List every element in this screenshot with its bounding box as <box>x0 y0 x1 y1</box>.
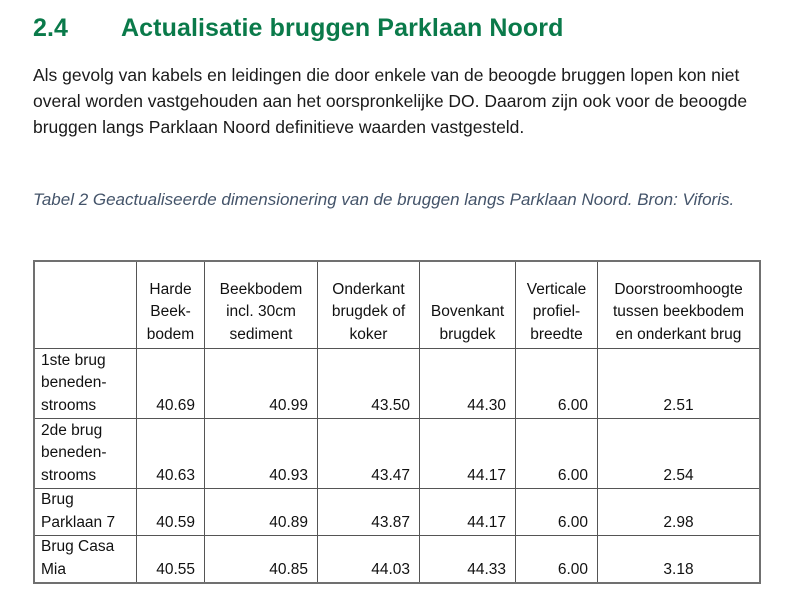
cell-harde-beekbodem: 40.59 <box>137 489 205 536</box>
header-bovenkant-brugdek: Bovenkant brugdek <box>420 261 516 349</box>
row-label: Brug Parklaan 7 <box>34 489 137 536</box>
table-row <box>34 536 760 584</box>
cell-beekbodem-sediment: 40.89 <box>205 489 318 536</box>
header-onderkant-brugdek: Onderkant brugdek of koker <box>318 261 420 349</box>
table-caption: Tabel 2 Geactualiseerde dimensionering van de bruggen langs Parklaan Noord. Bron: Viforis. <box>33 190 735 209</box>
row-label: 1ste brug beneden- strooms <box>34 349 137 419</box>
cell-onderkant-brugdek: 43.87 <box>318 489 420 536</box>
cell-doorstroomhoogte: 2.51 <box>598 349 761 419</box>
cell-doorstroomhoogte: 3.18 <box>598 536 761 584</box>
header-verticale-profielbreedte: Verticale profiel- breedte <box>516 261 598 349</box>
header-beekbodem-sediment: Beekbodem incl. 30cm sediment <box>205 261 318 349</box>
cell-bovenkant-brugdek: 44.17 <box>420 419 516 489</box>
cell-beekbodem-sediment: 40.99 <box>205 349 318 419</box>
row-label: 2de brug beneden- strooms <box>34 419 137 489</box>
section-heading <box>33 14 564 43</box>
cell-profielbreedte: 6.00 <box>516 536 598 584</box>
table-row <box>34 349 760 419</box>
cell-onderkant-brugdek: 44.03 <box>318 536 420 584</box>
cell-beekbodem-sediment: 40.85 <box>205 536 318 584</box>
cell-harde-beekbodem: 40.69 <box>137 349 205 419</box>
table-row <box>34 489 760 536</box>
cell-bovenkant-brugdek: 44.17 <box>420 489 516 536</box>
cell-harde-beekbodem: 40.55 <box>137 536 205 584</box>
cell-onderkant-brugdek: 43.50 <box>318 349 420 419</box>
table-header-row <box>34 261 760 349</box>
section-number: 2.4 <box>33 14 69 42</box>
cell-bovenkant-brugdek: 44.30 <box>420 349 516 419</box>
cell-beekbodem-sediment: 40.93 <box>205 419 318 489</box>
cell-bovenkant-brugdek: 44.33 <box>420 536 516 584</box>
table-row <box>34 419 760 489</box>
header-doorstroomhoogte: Doorstroomhoogte tussen beekbodem en onderkant brug <box>598 261 761 349</box>
section-title: Actualisatie bruggen Parklaan Noord <box>121 14 564 42</box>
cell-onderkant-brugdek: 43.47 <box>318 419 420 489</box>
cell-profielbreedte: 6.00 <box>516 419 598 489</box>
body-paragraph: Als gevolg van kabels en leidingen die door enkele van de beoogde bruggen lopen kon niet overal worden vastgehouden aan het oorspronkelijke DO. Daarom zijn ook voor de beoogde bruggen langs Parklaan Noord definitieve waarden vastgesteld. <box>33 65 748 137</box>
cell-profielbreedte: 6.00 <box>516 489 598 536</box>
cell-profielbreedte: 6.00 <box>516 349 598 419</box>
header-harde-beekbodem: Harde Beek- bodem <box>137 261 205 349</box>
row-label: Brug Casa Mia <box>34 536 137 584</box>
bridge-dimension-table <box>33 260 761 584</box>
cell-doorstroomhoogte: 2.98 <box>598 489 761 536</box>
header-empty <box>34 261 137 349</box>
cell-doorstroomhoogte: 2.54 <box>598 419 761 489</box>
cell-harde-beekbodem: 40.63 <box>137 419 205 489</box>
